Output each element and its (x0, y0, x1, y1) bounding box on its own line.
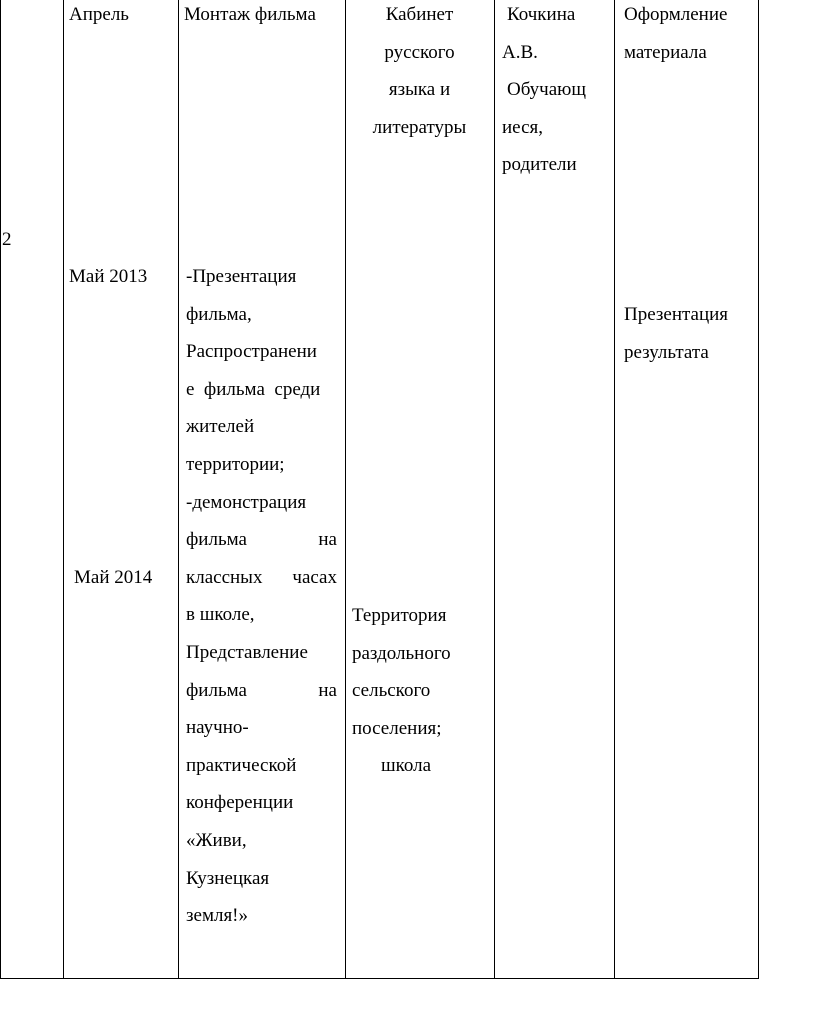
content-line-justified (186, 521, 337, 559)
result-line: Презентация (624, 304, 729, 325)
place-territory (352, 597, 490, 785)
content-line: конференции (186, 792, 294, 814)
content-word: классных (186, 566, 263, 588)
content-word: на (318, 529, 337, 551)
responsible-line: Обучающ (507, 79, 586, 101)
table-border-col5 (614, 0, 615, 978)
content-line: Распространени (186, 341, 317, 363)
table-border-right (758, 0, 759, 978)
place-line: русского (384, 41, 455, 63)
content-line: жителей (186, 416, 255, 438)
table-border-left (0, 0, 1, 978)
content-line: е фильма среди (186, 378, 321, 400)
row-number: 2 (2, 229, 12, 250)
content-line: «Живи, (186, 829, 247, 851)
content-line: Представление (186, 641, 308, 663)
result-line: результата (624, 341, 709, 363)
table-border-col1 (63, 0, 64, 978)
date-may-2014: Май 2014 (74, 567, 153, 588)
place-line: сельского (352, 680, 431, 702)
content-word: часах (292, 566, 337, 588)
responsible-line: А.В. (502, 41, 538, 63)
date-may-2013: Май 2013 (69, 266, 148, 287)
content-line: -демонстрация (186, 491, 307, 513)
place-line: раздольного (352, 642, 451, 664)
content-word: фильма (186, 679, 247, 701)
place-cabinet (345, 0, 494, 146)
content-line-justified (186, 672, 337, 710)
result-top (624, 0, 756, 71)
table-border-col4 (494, 0, 495, 978)
content-montage: Монтаж фильма (184, 4, 316, 25)
content-line: -Презентация (186, 266, 297, 287)
content-cell-main (186, 258, 337, 935)
result-line: материала (624, 41, 707, 63)
place-line: школа (381, 755, 432, 777)
place-line: Кабинет (385, 4, 454, 25)
content-line: в школе, (186, 604, 255, 626)
responsible-line: Кочкина (507, 4, 576, 25)
place-line: Территория (352, 605, 447, 626)
responsible-cell (502, 0, 610, 184)
responsible-line: родители (502, 154, 577, 176)
content-line: земля!» (186, 905, 249, 927)
content-word: на (318, 679, 337, 701)
content-line: научно- (186, 717, 249, 739)
content-line-justified (186, 559, 337, 597)
content-line: практической (186, 754, 297, 776)
responsible-line: иеся, (502, 116, 543, 138)
table-border-bottom (0, 978, 759, 979)
content-line: территории; (186, 453, 285, 475)
content-line: Кузнецкая (186, 867, 270, 889)
content-cell (186, 0, 336, 34)
date-april: Апрель (69, 4, 129, 25)
table-border-col2 (178, 0, 179, 978)
place-line: литературы (372, 116, 467, 138)
place-line: языка и (388, 79, 451, 101)
table-border-col3 (345, 0, 346, 978)
content-word: фильма (186, 529, 247, 551)
content-line: фильма, (186, 303, 252, 325)
result-line: Оформление (624, 4, 728, 25)
place-line: поселения; (352, 717, 442, 739)
result-bottom (624, 296, 756, 371)
